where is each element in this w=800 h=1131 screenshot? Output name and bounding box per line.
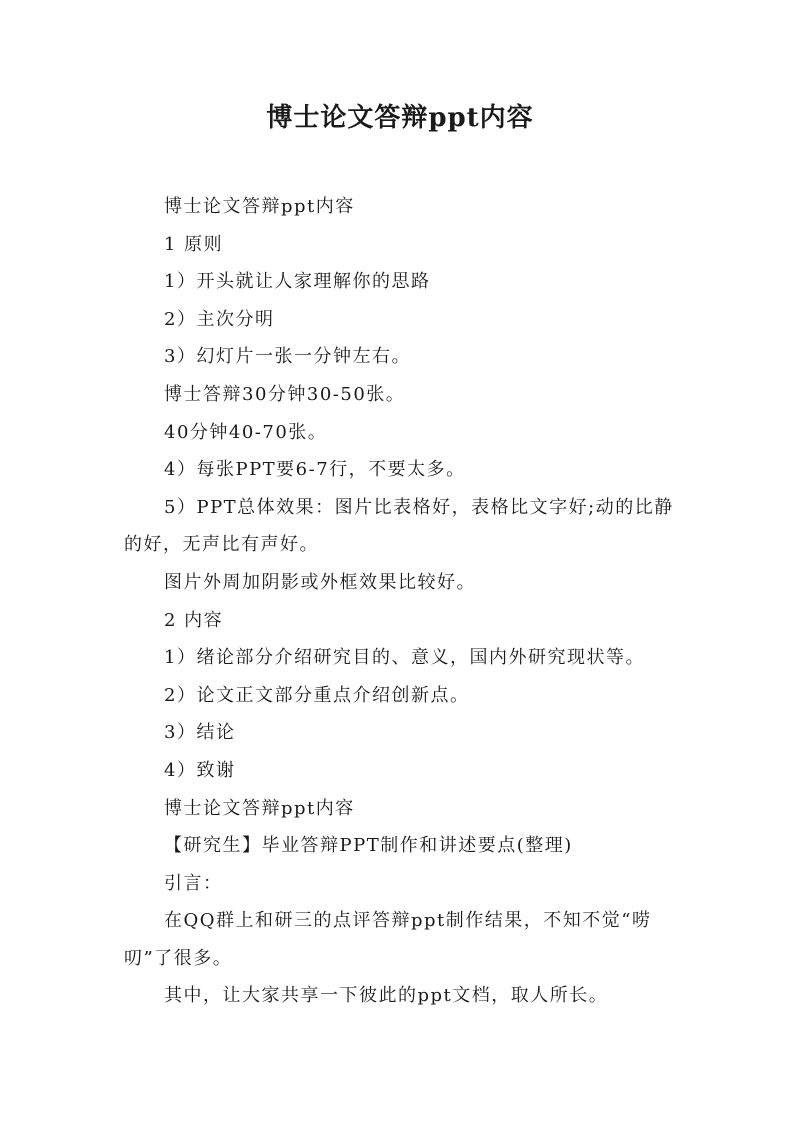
paragraph-intro-body: 在QQ群上和研三的点评答辩ppt制作结果，不知不觉“唠叨”了很多。 [124, 910, 652, 969]
paragraph-content-3: 3）结论 [164, 722, 236, 744]
paragraph-section-content: 2 内容 [164, 609, 224, 631]
paragraph-heading-repeat: 博士论文答辩ppt内容 [164, 196, 355, 217]
paragraph-intro-label: 引言： [164, 872, 223, 894]
paragraph-section-principles: 1 原则 [164, 233, 224, 255]
paragraph-heading-repeat-2: 博士论文答辩ppt内容 [164, 797, 355, 819]
paragraph-content-4: 4）致谢 [164, 759, 236, 781]
paragraph-principle-5: 5）PPT总体效果：图片比表格好，表格比文字好;动的比静 的好，无声比有声好。 [124, 496, 681, 556]
paragraph-intro-sharing: 其中，让大家共享一下彼此的ppt文档，取人所长。 [164, 985, 609, 1007]
document-body [124, 188, 696, 1015]
paragraph-slides-30min: 博士答辩30分钟30-50张。 [164, 383, 406, 405]
paragraph-image-effect: 图片外周加阴影或外框效果比较好。 [164, 571, 476, 593]
paragraph-principle-3: 3）幻灯片一张一分钟左右。 [164, 346, 411, 368]
paragraph-principle-1: 1）开头就让人家理解你的思路 [164, 271, 431, 293]
document-title: 博士论文答辩ppt内容 [266, 103, 534, 133]
paragraph-slides-40min: 40分钟40-70张。 [164, 421, 328, 443]
paragraph-content-1: 1）绪论部分介绍研究目的、意义，国内外研究现状等。 [164, 647, 645, 669]
paragraph-content-2: 2）论文正文部分重点介绍创新点。 [164, 684, 470, 706]
paragraph-principle-4: 4）每张PPT要6-7行，不要太多。 [164, 459, 466, 481]
paragraph-graduate-title: 【研究生】毕业答辩PPT制作和讲述要点(整理) [164, 835, 573, 857]
paragraph-principle-2: 2）主次分明 [164, 308, 275, 330]
